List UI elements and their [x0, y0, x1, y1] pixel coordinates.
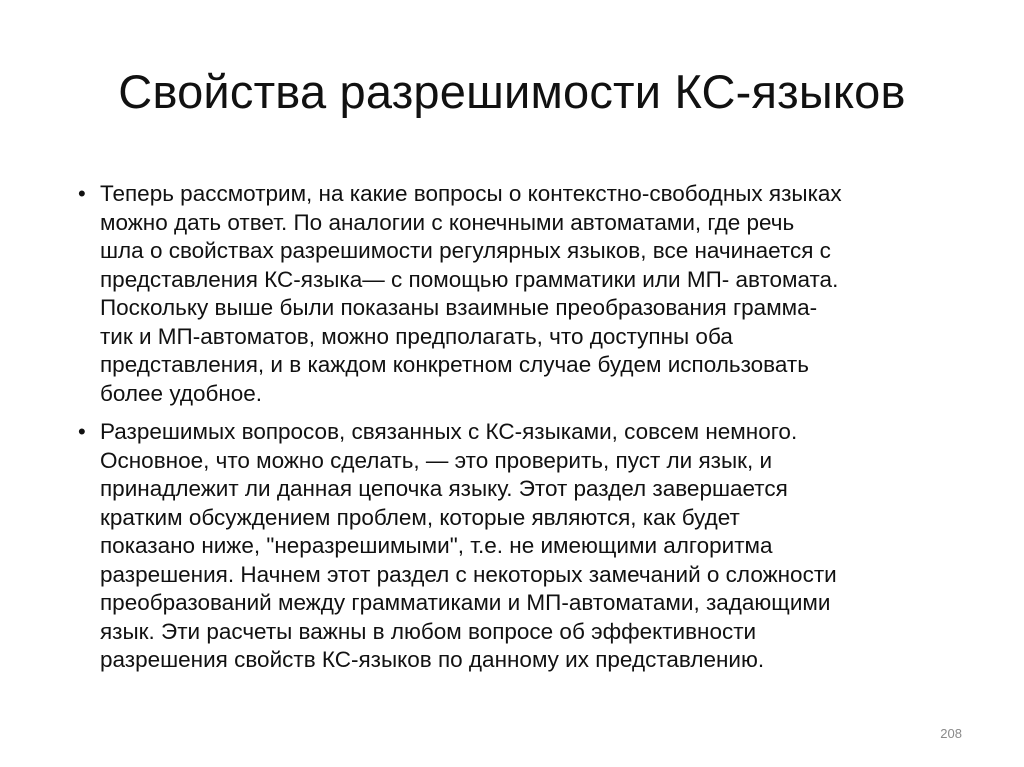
- bullet-icon: •: [78, 419, 86, 444]
- text-line: представления, и в каждом конкретном случае будем использовать: [100, 352, 809, 377]
- slide-title: Свойства разрешимости КС-языков: [118, 65, 906, 118]
- text-line: преобразований между грамматиками и МП-автоматами, задающими: [100, 590, 831, 615]
- text-line: показано ниже, "неразрешимыми", т.е. не имеющими алгоритма: [100, 533, 773, 558]
- text-line: разрешения свойств КС-языков по данному их представлению.: [100, 647, 765, 672]
- text-line: более удобное.: [100, 380, 263, 406]
- bullet-item-1: [78, 180, 978, 408]
- text-line: Поскольку выше были показаны взаимные преобразования грамма-: [100, 295, 818, 320]
- text-line: кратким обсуждением проблем, которые являются, как будет: [100, 504, 740, 530]
- text-line: тик и МП-автоматов, можно предполагать, что доступны оба: [100, 323, 733, 349]
- text-line: принадлежит ли данная цепочка языку. Этот раздел завершается: [100, 476, 788, 501]
- bullet-item-2: [78, 418, 978, 675]
- text-line: Основное, что можно сделать, — это проверить, пуст ли язык, и: [100, 447, 773, 473]
- text-line: можно дать ответ. По аналогии с конечными автоматами, где речь: [100, 209, 795, 235]
- bullet-list: [78, 180, 978, 685]
- text-line: представления КС-языка— с помощью грамматики или МП- автомата.: [100, 266, 839, 292]
- text-line: разрешения. Начнем этот раздел с некоторых замечаний о сложности: [100, 561, 837, 587]
- text-line: язык. Эти расчеты важны в любом вопросе об эффективности: [100, 618, 757, 644]
- bullet-icon: •: [78, 181, 86, 206]
- text-line: Теперь рассмотрим, на какие вопросы о контекстно-свободных языках: [100, 181, 842, 206]
- text-line: Разрешимых вопросов, связанных с КС-языками, совсем немного.: [100, 419, 798, 444]
- page-number: 208: [940, 726, 962, 741]
- text-line: шла о свойствах разрешимости регулярных языков, все начинается с: [100, 238, 831, 263]
